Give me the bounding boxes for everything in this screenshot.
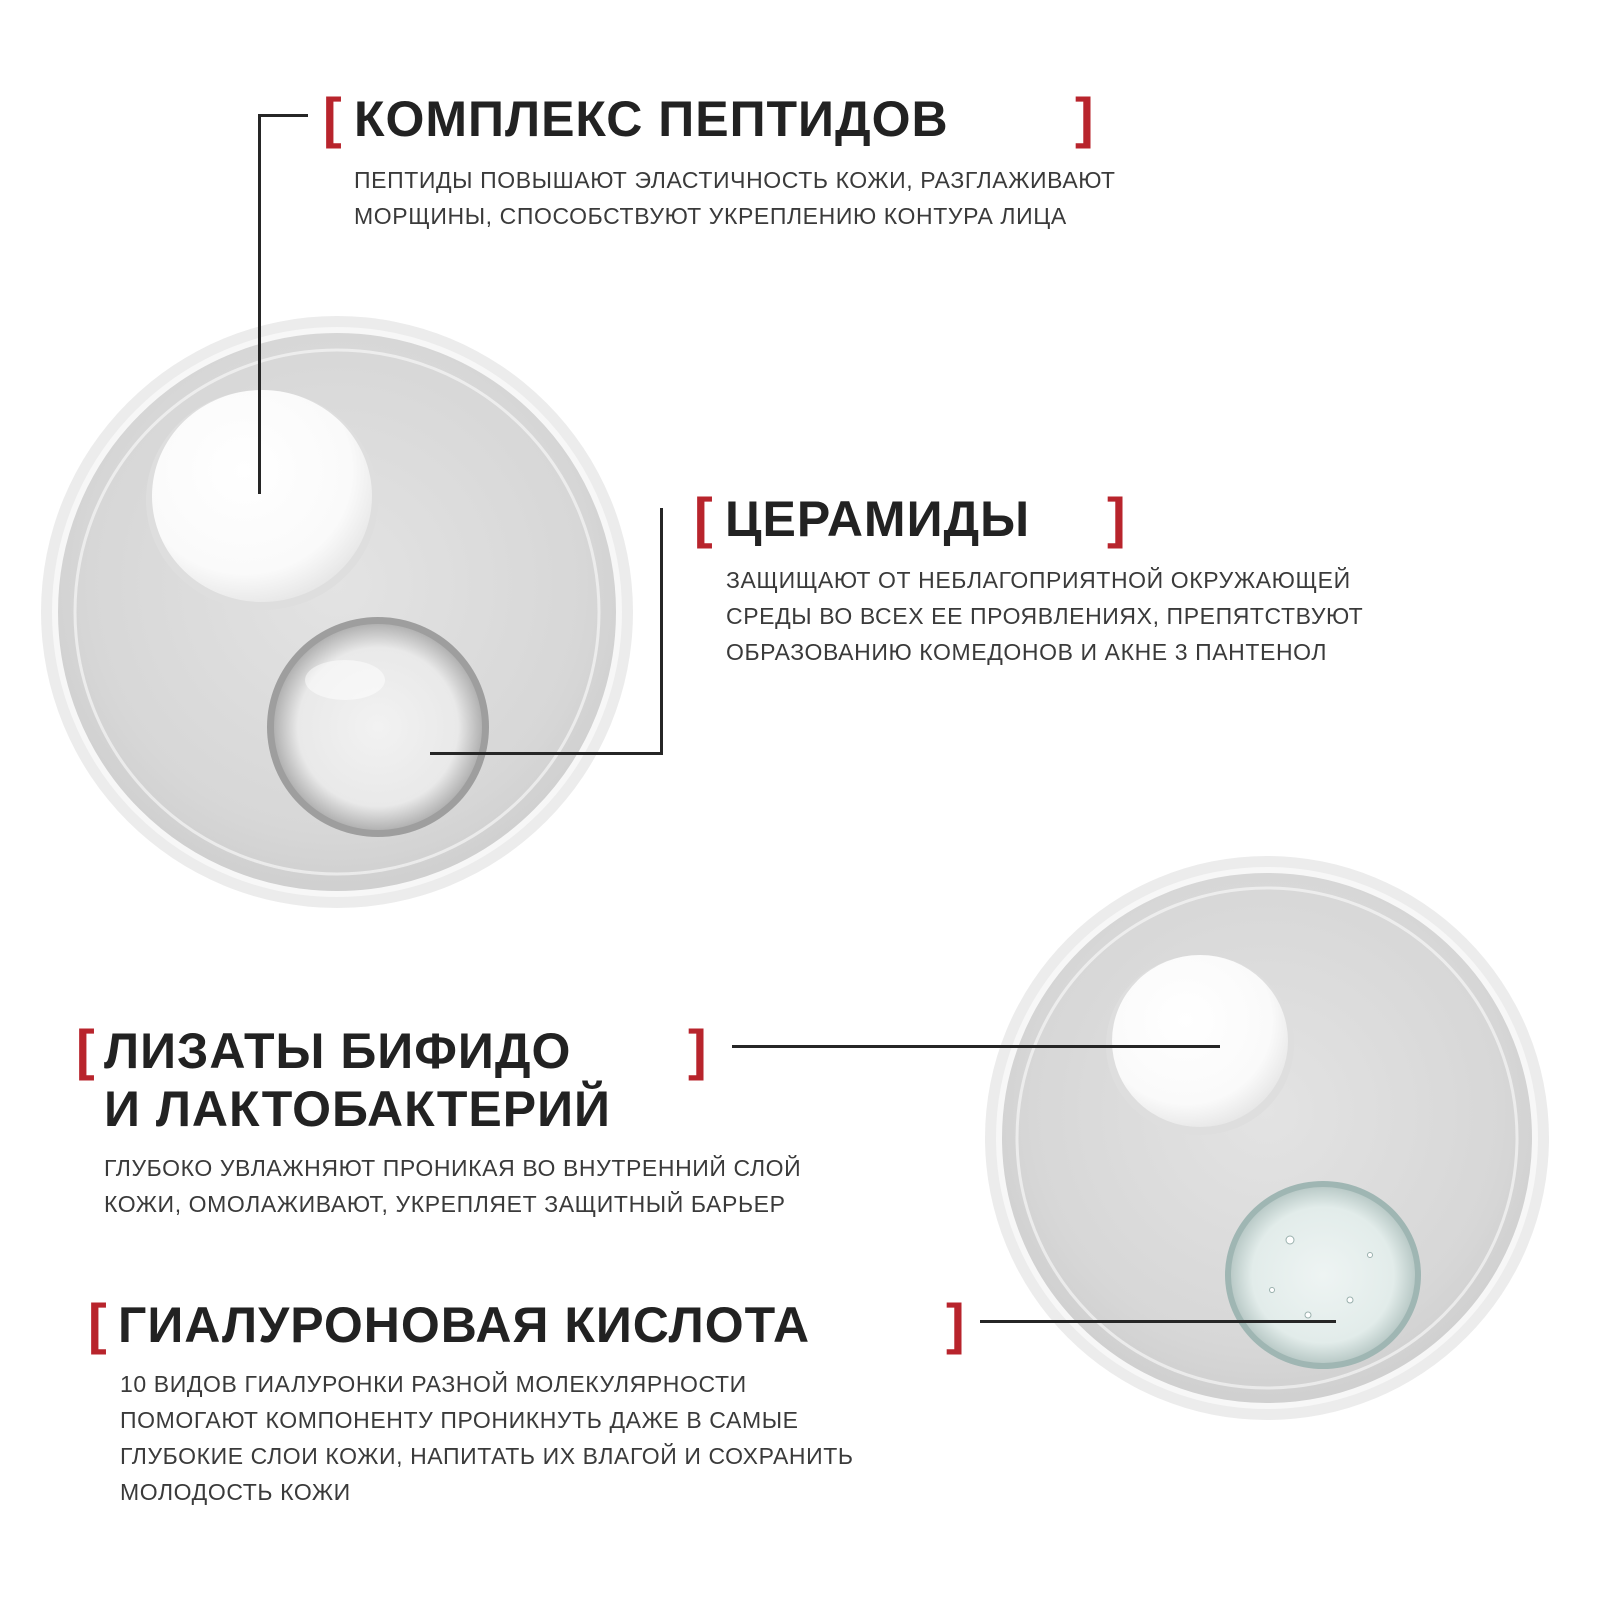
ingredient-description: 10 ВИДОВ ГИАЛУРОНКИ РАЗНОЙ МОЛЕКУЛЯРНОСТИ ПОМОГАЮТ КОМПОНЕНТУ ПРОНИКНУТЬ ДАЖЕ В САМЫЕ ГЛУБОКИЕ СЛОИ КОЖИ, НАПИТАТЬ ИХ ВЛАГОЙ И СОХРАНИТЬ МОЛОДОСТЬ КОЖИ xyxy=(120,1371,854,1505)
bracket-open: [ xyxy=(88,1292,107,1355)
ingredient-title-line-2: И ЛАКТОБАКТЕРИЙ xyxy=(104,1081,611,1137)
ingredient-title: ЦЕРАМИДЫ xyxy=(725,491,1031,547)
connector-peptides-horizontal xyxy=(258,114,308,117)
sample-plate-1 xyxy=(41,316,633,908)
hyaluronic-gel-drop xyxy=(1225,1181,1421,1369)
ingredient-description: ПЕПТИДЫ ПОВЫШАЮТ ЭЛАСТИЧНОСТЬ КОЖИ, РАЗГЛАЖИВАЮТ МОРЩИНЫ, СПОСОБСТВУЮТ УКРЕПЛЕНИЮ КОНТУРА ЛИЦА xyxy=(354,167,1116,229)
bracket-open: [ xyxy=(323,86,342,149)
bracket-open: [ xyxy=(76,1018,95,1081)
ingredient-title: ГИАЛУРОНОВАЯ КИСЛОТА xyxy=(118,1297,811,1353)
connector-hyaluronic xyxy=(980,1320,1336,1323)
peptide-cream-drop xyxy=(146,390,378,610)
bracket-close: ] xyxy=(1075,86,1094,149)
connector-peptides-vertical xyxy=(258,114,261,494)
bracket-open: [ xyxy=(694,486,713,549)
ingredient-description: ГЛУБОКО УВЛАЖНЯЮТ ПРОНИКАЯ ВО ВНУТРЕННИЙ СЛОЙ КОЖИ, ОМОЛАЖИВАЮТ, УКРЕПЛЯЕТ ЗАЩИТНЫЙ БАРЬЕР xyxy=(104,1155,802,1217)
sample-plate-2 xyxy=(985,856,1549,1420)
ceramide-gel-drop xyxy=(267,617,489,837)
bracket-close: ] xyxy=(688,1018,707,1081)
bracket-close: ] xyxy=(1107,486,1126,549)
connector-ceramides-vertical xyxy=(660,508,663,754)
ingredient-description: ЗАЩИЩАЮТ ОТ НЕБЛАГОПРИЯТНОЙ ОКРУЖАЮЩЕЙ СРЕДЫ ВО ВСЕХ ЕЕ ПРОЯВЛЕНИЯХ, ПРЕПЯТСТВУЮТ ОБРАЗОВАНИЮ КОМЕДОНОВ И АКНЕ 3 ПАНТЕНОЛ xyxy=(726,567,1364,665)
connector-bifido xyxy=(732,1045,1220,1048)
ingredient-title-line-1: ЛИЗАТЫ БИФИДО xyxy=(104,1023,572,1079)
ingredient-title: КОМПЛЕКС ПЕПТИДОВ xyxy=(354,91,949,147)
connector-ceramides-horizontal xyxy=(430,752,663,755)
bracket-close: ] xyxy=(946,1292,965,1355)
